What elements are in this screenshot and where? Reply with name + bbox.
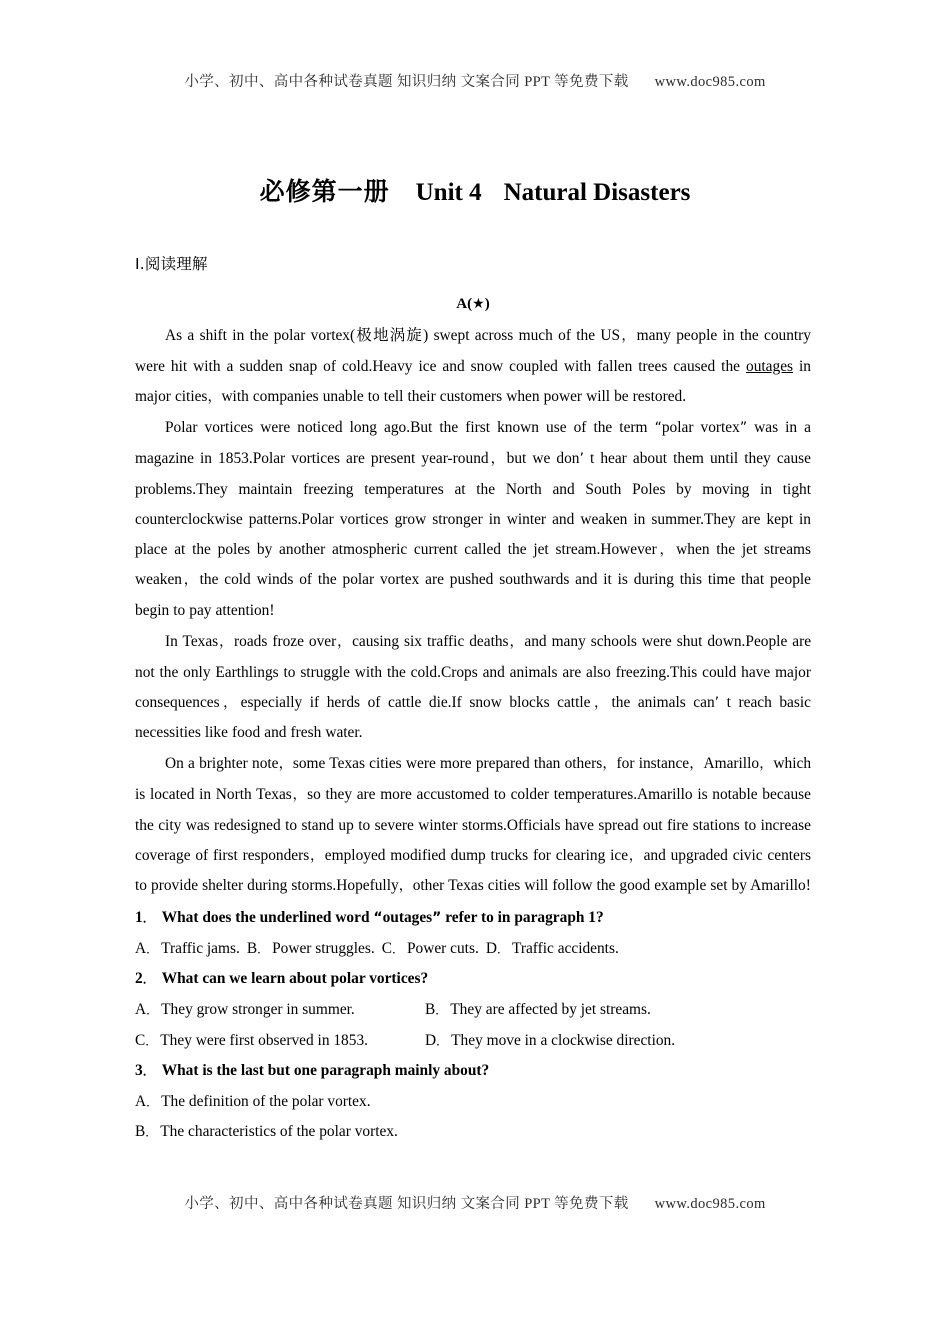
para4-part6: so they are more accustomed to colder temperatures.Amarillo is notable because the city was redesigned to stand up to severe winter storms.Officials have spread out fire stations to increase coverage of first responders	[135, 785, 812, 864]
para1-part2: many people in the country were hit with a sudden snap of cold.Heavy ice and snow coupled with fallen trees caused the	[135, 327, 812, 375]
passage-label	[135, 296, 811, 313]
para4-part2: some Texas cities were more prepared than others	[292, 755, 603, 773]
option-a-sep: ．	[146, 1094, 159, 1109]
option-c-text[interactable]: Power cuts.	[406, 939, 479, 957]
header-watermark	[0, 70, 950, 91]
option-a-sep: ．	[146, 1002, 159, 1017]
passage-label-prefix: A(	[456, 296, 473, 312]
option-a-letter[interactable]: A	[135, 1092, 147, 1110]
option-b-sep: ．	[145, 1125, 158, 1140]
option-b-text[interactable]: The characteristics of the polar vortex.	[160, 1123, 398, 1141]
option-b[interactable]	[425, 1001, 651, 1018]
para2-part2: was in a magazine in 1853.Polar vortices are present year-round	[135, 419, 811, 468]
option-a-sep: ．	[146, 941, 159, 956]
para1-part4: with companies unable to tell their customers when power will be restored.	[221, 387, 687, 405]
option-d-sep: ．	[436, 1033, 449, 1048]
question-2-text: What can we learn about polar vortices?	[161, 970, 429, 988]
question-2	[135, 964, 811, 995]
para3-part7: t reach basic necessities like food and fresh water.	[135, 693, 811, 742]
question-2-number: 2	[135, 970, 143, 988]
question-2-sep: ．	[142, 972, 155, 987]
para4-part4: Amarillo	[703, 755, 760, 773]
option-d-sep: ．	[496, 941, 509, 956]
option-d-text[interactable]: Traffic accidents.	[511, 939, 619, 957]
para3-part3: causing six traffic deaths	[352, 632, 509, 650]
para4-part9: other Texas cities will follow the good example set by Amarillo!	[412, 877, 811, 895]
option-b-sep: ．	[257, 941, 270, 956]
para4-punct8: ，	[398, 878, 413, 895]
para1-punct1: ，	[620, 328, 637, 344]
para2-part4: t hear about them until they cause problems.They maintain freezing temperatures at the North and South Poles by moving in tight counterclockwise patterns.Polar vortices grow stronger in winter and weaken in summer.They are kept in place at the poles by another atmospheric current called the jet stream.However	[135, 450, 811, 558]
question-1-quote-open: “	[373, 910, 383, 927]
para4-punct2: ，	[602, 756, 617, 773]
section-heading: Ⅰ.阅读理解	[135, 255, 208, 273]
option-a[interactable]	[135, 995, 425, 1026]
option-b-text[interactable]: They are affected by jet streams.	[450, 1000, 651, 1018]
question-1-number: 1	[135, 909, 143, 927]
para4-part1: On a brighter note	[165, 755, 279, 773]
question-3-number: 3	[135, 1062, 143, 1080]
para2-quote-close: ”	[739, 420, 748, 437]
para3-punct1: ，	[218, 633, 235, 650]
para1-part3: in major cities	[135, 357, 811, 405]
question-1-sep: ．	[142, 911, 155, 926]
passage-paragraph	[135, 749, 811, 902]
para2-part5: when the jet streams weaken	[135, 540, 811, 589]
option-a-letter[interactable]: A	[135, 1000, 147, 1018]
para4-punct5: ，	[291, 786, 308, 803]
option-d-letter[interactable]: D	[485, 939, 497, 957]
para1-punct2: ，	[207, 388, 222, 405]
option-a-text[interactable]: Traffic jams.	[161, 939, 240, 957]
para3-apostrophe: ’	[714, 694, 720, 711]
question-3-option-a[interactable]	[135, 1087, 811, 1118]
para4-part3: for instance	[616, 755, 690, 773]
para4-punct7: ，	[628, 847, 644, 864]
para4-punct6: ，	[309, 847, 325, 864]
page-title	[135, 172, 815, 208]
para1-part1: As a shift in the polar vortex(极地涡旋) swept across much of the US	[165, 327, 621, 344]
para3-punct3: ，	[508, 633, 525, 650]
option-a-letter[interactable]: A	[135, 939, 147, 957]
option-c-letter[interactable]: C	[381, 939, 392, 957]
passage-paragraph	[135, 321, 811, 412]
para2-punct3: ，	[182, 572, 200, 589]
question-3	[135, 1056, 811, 1087]
option-b-letter[interactable]: B	[246, 939, 258, 957]
question-2-options	[135, 995, 811, 1056]
para3-punct2: ，	[336, 633, 353, 650]
header-watermark-url: www.doc985.com	[654, 74, 766, 90]
para3-part6: the animals can	[611, 693, 715, 711]
question-3-sep: ．	[142, 1064, 155, 1079]
header-watermark-text: 小学、初中、高中各种试卷真题 知识归纳 文案合同 PPT 等免费下载	[184, 74, 629, 90]
para4-part5: which is located in North Texas	[135, 755, 812, 803]
question-1-text-before: What does the underlined word	[161, 909, 374, 927]
para4-part7: employed modified dump trucks for clearing ice	[324, 846, 629, 864]
footer-watermark	[0, 1192, 950, 1213]
title-unit: Unit 4	[415, 179, 482, 206]
option-d-letter[interactable]: D	[425, 1031, 437, 1049]
option-d-text[interactable]: They move in a clockwise direction.	[451, 1031, 676, 1049]
para2-part1: Polar vortices were noticed long ago.But the first known use of the term	[165, 419, 655, 437]
option-c-sep: ．	[391, 941, 404, 956]
question-1-text-after: refer to in paragraph 1?	[441, 909, 604, 927]
document-content	[135, 252, 811, 1148]
para2-quoted-term: polar vortex	[661, 419, 740, 437]
para4-punct3: ，	[689, 756, 704, 773]
star-icon: ★	[472, 296, 485, 312]
option-c-text[interactable]: They were first observed in 1853.	[160, 1031, 368, 1049]
option-c-sep: ．	[145, 1033, 158, 1048]
question-3-option-b[interactable]	[135, 1117, 811, 1148]
option-a-text[interactable]: The definition of the polar vortex.	[161, 1092, 371, 1110]
question-3-text: What is the last but one paragraph mainly about?	[161, 1062, 490, 1080]
para2-quote-open: “	[654, 420, 662, 437]
para2-punct1: ，	[488, 451, 507, 468]
footer-watermark-url: www.doc985.com	[654, 1196, 766, 1212]
question-1-quote-close: ”	[432, 910, 442, 927]
footer-watermark-text: 小学、初中、高中各种试卷真题 知识归纳 文案合同 PPT 等免费下载	[184, 1196, 629, 1212]
option-b-letter[interactable]: B	[425, 1000, 436, 1018]
passage-paragraph	[135, 413, 811, 626]
question-2-options-row	[135, 1026, 811, 1057]
underlined-word-outages: outages	[746, 357, 794, 375]
para3-punct5: ，	[590, 694, 612, 711]
title-chinese: 必修第一册	[259, 177, 390, 206]
para2-part3: but we don	[506, 450, 580, 468]
question-1-quoted: outages	[382, 909, 433, 927]
option-a-text[interactable]: They grow stronger in summer.	[161, 1000, 355, 1018]
para2-apostrophe: ’	[579, 451, 584, 468]
question-2-options-row	[135, 995, 811, 1026]
question-1-options	[135, 934, 811, 965]
para3-part1: In Texas	[165, 632, 219, 650]
passage-label-suffix: )	[484, 296, 490, 312]
para3-punct4: ，	[219, 694, 241, 711]
question-1	[135, 903, 811, 934]
title-name: Natural Disasters	[503, 179, 691, 206]
option-c-letter[interactable]: C	[135, 1031, 146, 1049]
para3-part5: especially if herds of cattle die.If snow blocks cattle	[240, 693, 591, 711]
para2-punct2: ，	[656, 541, 677, 558]
para4-punct1: ，	[278, 756, 293, 773]
option-b-letter[interactable]: B	[135, 1123, 146, 1141]
para4-punct4: ，	[759, 756, 774, 773]
para2-part6: the cold winds of the polar vortex are pushed southwards and it is during this time that people begin to pay attention!	[135, 571, 811, 620]
para4-part8: and upgraded civic centers to provide shelter during storms.Hopefully	[135, 846, 811, 895]
passage-paragraph	[135, 627, 811, 748]
option-b-sep: ．	[435, 1002, 448, 1017]
para3-part2: roads froze over	[234, 632, 337, 650]
option-c[interactable]	[135, 1026, 425, 1057]
para3-part4: and many schools were shut down.People are not the only Earthlings to struggle with the cold.Crops and animals are also freezing.This could have major consequences	[135, 632, 812, 711]
option-b-text[interactable]: Power struggles.	[272, 939, 375, 957]
option-d[interactable]	[425, 1032, 675, 1049]
